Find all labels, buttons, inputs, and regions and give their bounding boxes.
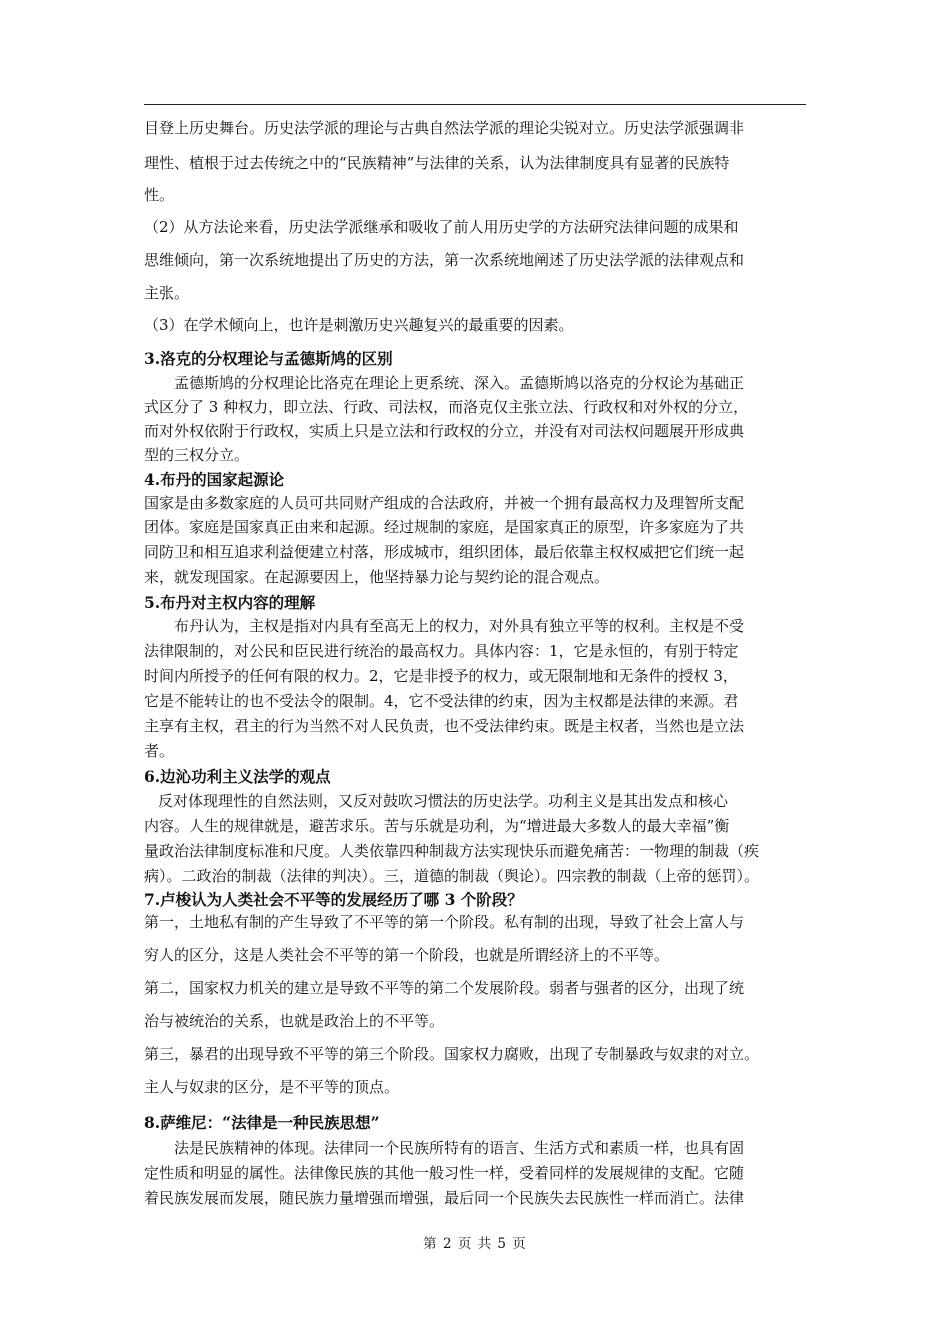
text-line: 反对体现理性的自然法则，又反对鼓吹习惯法的历史法学。功利主义是其出发点和核心 xyxy=(158,792,729,810)
section-heading: 3.洛克的分权理论与孟德斯鸠的区别 xyxy=(144,349,393,368)
text-line: 第二，国家权力机关的建立是导致不平等的第二个发展阶段。弱者与强者的区分，出现了统 xyxy=(144,979,745,997)
text-line: 者。 xyxy=(144,742,175,760)
text-line: 它是不能转让的也不受法令的限制。4，它不受法律的约束，因为主权都是法律的来源。君 xyxy=(144,692,739,710)
text-line: 治与被统治的关系，也就是政治上的不平等。 xyxy=(144,1012,445,1030)
section-heading: 4.布丹的国家起源论 xyxy=(144,470,285,489)
text-line: 目登上历史舞台。历史法学派的理论与古典自然法学派的理论尖锐对立。历史法学派强调非 xyxy=(144,119,745,137)
section-heading: 5.布丹对主权内容的理解 xyxy=(144,593,316,612)
text-line: 第一，土地私有制的产生导致了不平等的第一个阶段。私有制的出现，导致了社会上富人与 xyxy=(144,913,745,931)
text-line: （3）在学术倾向上，也许是刺激历史兴趣复兴的最重要的因素。 xyxy=(144,316,574,334)
section-heading: 8.萨维尼：“法律是一种民族思想” xyxy=(144,1113,380,1132)
header-rule xyxy=(144,104,806,105)
text-line: 主张。 xyxy=(144,284,190,302)
text-line: 式区分了 3 种权力，即立法、行政、司法权，而洛克仅主张立法、行政权和对外权的分立， xyxy=(144,398,749,416)
text-line: 定性质和明显的属性。法律像民族的其他一般习性一样，受着同样的发展规律的支配。它随 xyxy=(144,1164,745,1182)
text-line: 而对外权依附于行政权，实质上只是立法和行政权的分立，并没有对司法权问题展开形成典 xyxy=(144,422,745,440)
text-line: 布丹认为，主权是指对内具有至高无上的权力，对外具有独立平等的权利。主权是不受 xyxy=(174,617,745,635)
page-footer: 第 2 页 共 5 页 xyxy=(423,1236,527,1252)
text-line: 性。 xyxy=(144,186,175,204)
text-line: 内容。人生的规律就是，避苦求乐。苦与乐就是功利，为“增进最大多数人的最大幸福”衡 xyxy=(144,817,730,835)
text-line: 型的三权分立。 xyxy=(144,446,250,464)
text-line: 来，就发现国家。在起源要因上，他坚持暴力论与契约论的混合观点。 xyxy=(144,568,610,586)
section-heading: 6.边沁功利主义法学的观点 xyxy=(144,767,331,786)
text-line: 法律限制的，对公民和臣民进行统治的最高权力。具体内容：1，它是永恒的，有别于特定 xyxy=(144,642,739,660)
text-line: 穷人的区分，这是人类社会不平等的第一个阶段，也就是所谓经济上的不平等。 xyxy=(144,946,670,964)
text-line: 量政治法律制度标准和尺度。人类依靠四种制裁方法实现快乐而避免痛苦：一物理的制裁（疾 xyxy=(144,842,760,860)
text-line: 国家是由多数家庭的人员可共同财产组成的合法政府，并被一个拥有最高权力及理智所支配 xyxy=(144,494,745,512)
text-line: 团体。家庭是国家真正由来和起源。经过规制的家庭，是国家真正的原型，许多家庭为了共 xyxy=(144,518,745,536)
section-heading: 7.卢梭认为人类社会不平等的发展经历了哪 3 个阶段？ xyxy=(144,890,523,909)
text-line: 第三，暴君的出现导致不平等的第三个阶段。国家权力腐败，出现了专制暴政与奴隶的对立。 xyxy=(144,1045,760,1063)
text-line: 着民族发展而发展，随民族力量增强而增强，最后同一个民族失去民族性一样而消亡。法律 xyxy=(144,1189,745,1207)
text-line: 同防卫和相互追求利益便建立村落，形成城市，组织团体，最后依靠主权权威把它们统一起 xyxy=(144,543,745,561)
text-line: 孟德斯鸠的分权理论比洛克在理论上更系统、深入。孟德斯鸠以洛克的分权论为基础正 xyxy=(174,374,745,392)
text-line: 法是民族精神的体现。法律同一个民族所特有的语言、生活方式和素质一样，也具有固 xyxy=(174,1139,745,1157)
text-line: 时间内所授予的任何有限的权力。2，它是非授予的权力，或无限制地和无条件的授权 3， xyxy=(144,667,738,685)
text-line: 思维倾向，第一次系统地提出了历史的方法，第一次系统地阐述了历史法学派的法律观点和 xyxy=(144,251,745,269)
text-line: 理性、植根于过去传统之中的“民族精神”与法律的关系，认为法律制度具有显著的民族特 xyxy=(144,154,730,172)
text-line: （2）从方法论来看，历史法学派继承和吸收了前人用历史学的方法研究法律问题的成果和 xyxy=(144,218,739,236)
text-line: 主享有主权，君主的行为当然不对人民负责，也不受法律约束。既是主权者，当然也是立法 xyxy=(144,717,745,735)
text-line: 主人与奴隶的区分，是不平等的顶点。 xyxy=(144,1078,400,1096)
text-line: 病）。二政治的制裁（法律的判决）。三，道德的制裁（舆论）。四宗教的制裁（上帝的惩罚）。 xyxy=(144,867,760,885)
